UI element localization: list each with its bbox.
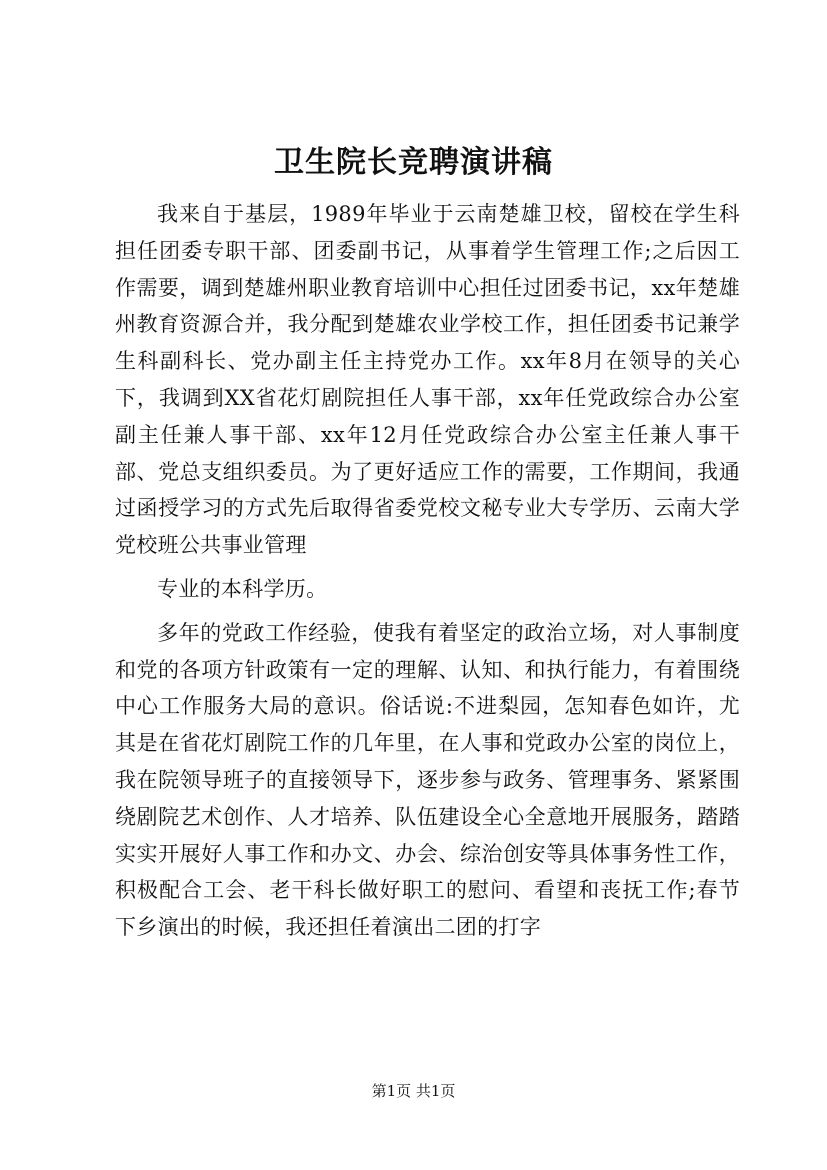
document-body xyxy=(115,196,740,946)
page-footer: 第1页 共1页 xyxy=(371,1082,456,1100)
document-title: 卫生院长竞聘演讲稿 xyxy=(274,145,553,180)
paragraph: 多年的党政工作经验，使我有着坚定的政治立场，对人事制度和党的各项方针政策有一定的理解、认知、和执行能力，有着围绕中心工作服务大局的意识。俗话说:不进梨园，怎知春色如许，尤其是在省花灯剧院工作的几年里，在人事和党政办公室的岗位上，我在院领导班子的直接领导下，逐步参与政务、管理事务、紧紧围绕剧院艺术创作、人才培养、队伍建设全心全意地开展服务，踏踏实实开展好人事工作和办文、办会、综治创安等具体事务性工作，积极配合工会、老干科长做好职工的慰问、看望和丧抚工作;春节下乡演出的时候，我还担任着演出二团的打字 xyxy=(115,620,740,940)
paragraph: 专业的本科学历。 xyxy=(157,576,328,601)
paragraph: 我来自于基层，1989年毕业于云南楚雄卫校，留校在学生科担任团委专职干部、团委副书记，从事着学生管理工作;之后因工作需要，调到楚雄州职业教育培训中心担任过团委书记，xx年楚雄州教育资源合并，我分配到楚雄农业学校工作，担任团委书记兼学生科副科长、党办副主任主持党办工作。xx年8月在领导的关心下，我调到XX省花灯剧院担任人事干部，xx年任党政综合办公室副主任兼人事干部、xx年12月任党政综合办公室主任兼人事干部、党总支组织委员。为了更好适应工作的需要，工作期间，我通过函授学习的方式先后取得省委党校文秘专业大专学历、云南大学党校班公共事业管理 xyxy=(115,202,740,558)
